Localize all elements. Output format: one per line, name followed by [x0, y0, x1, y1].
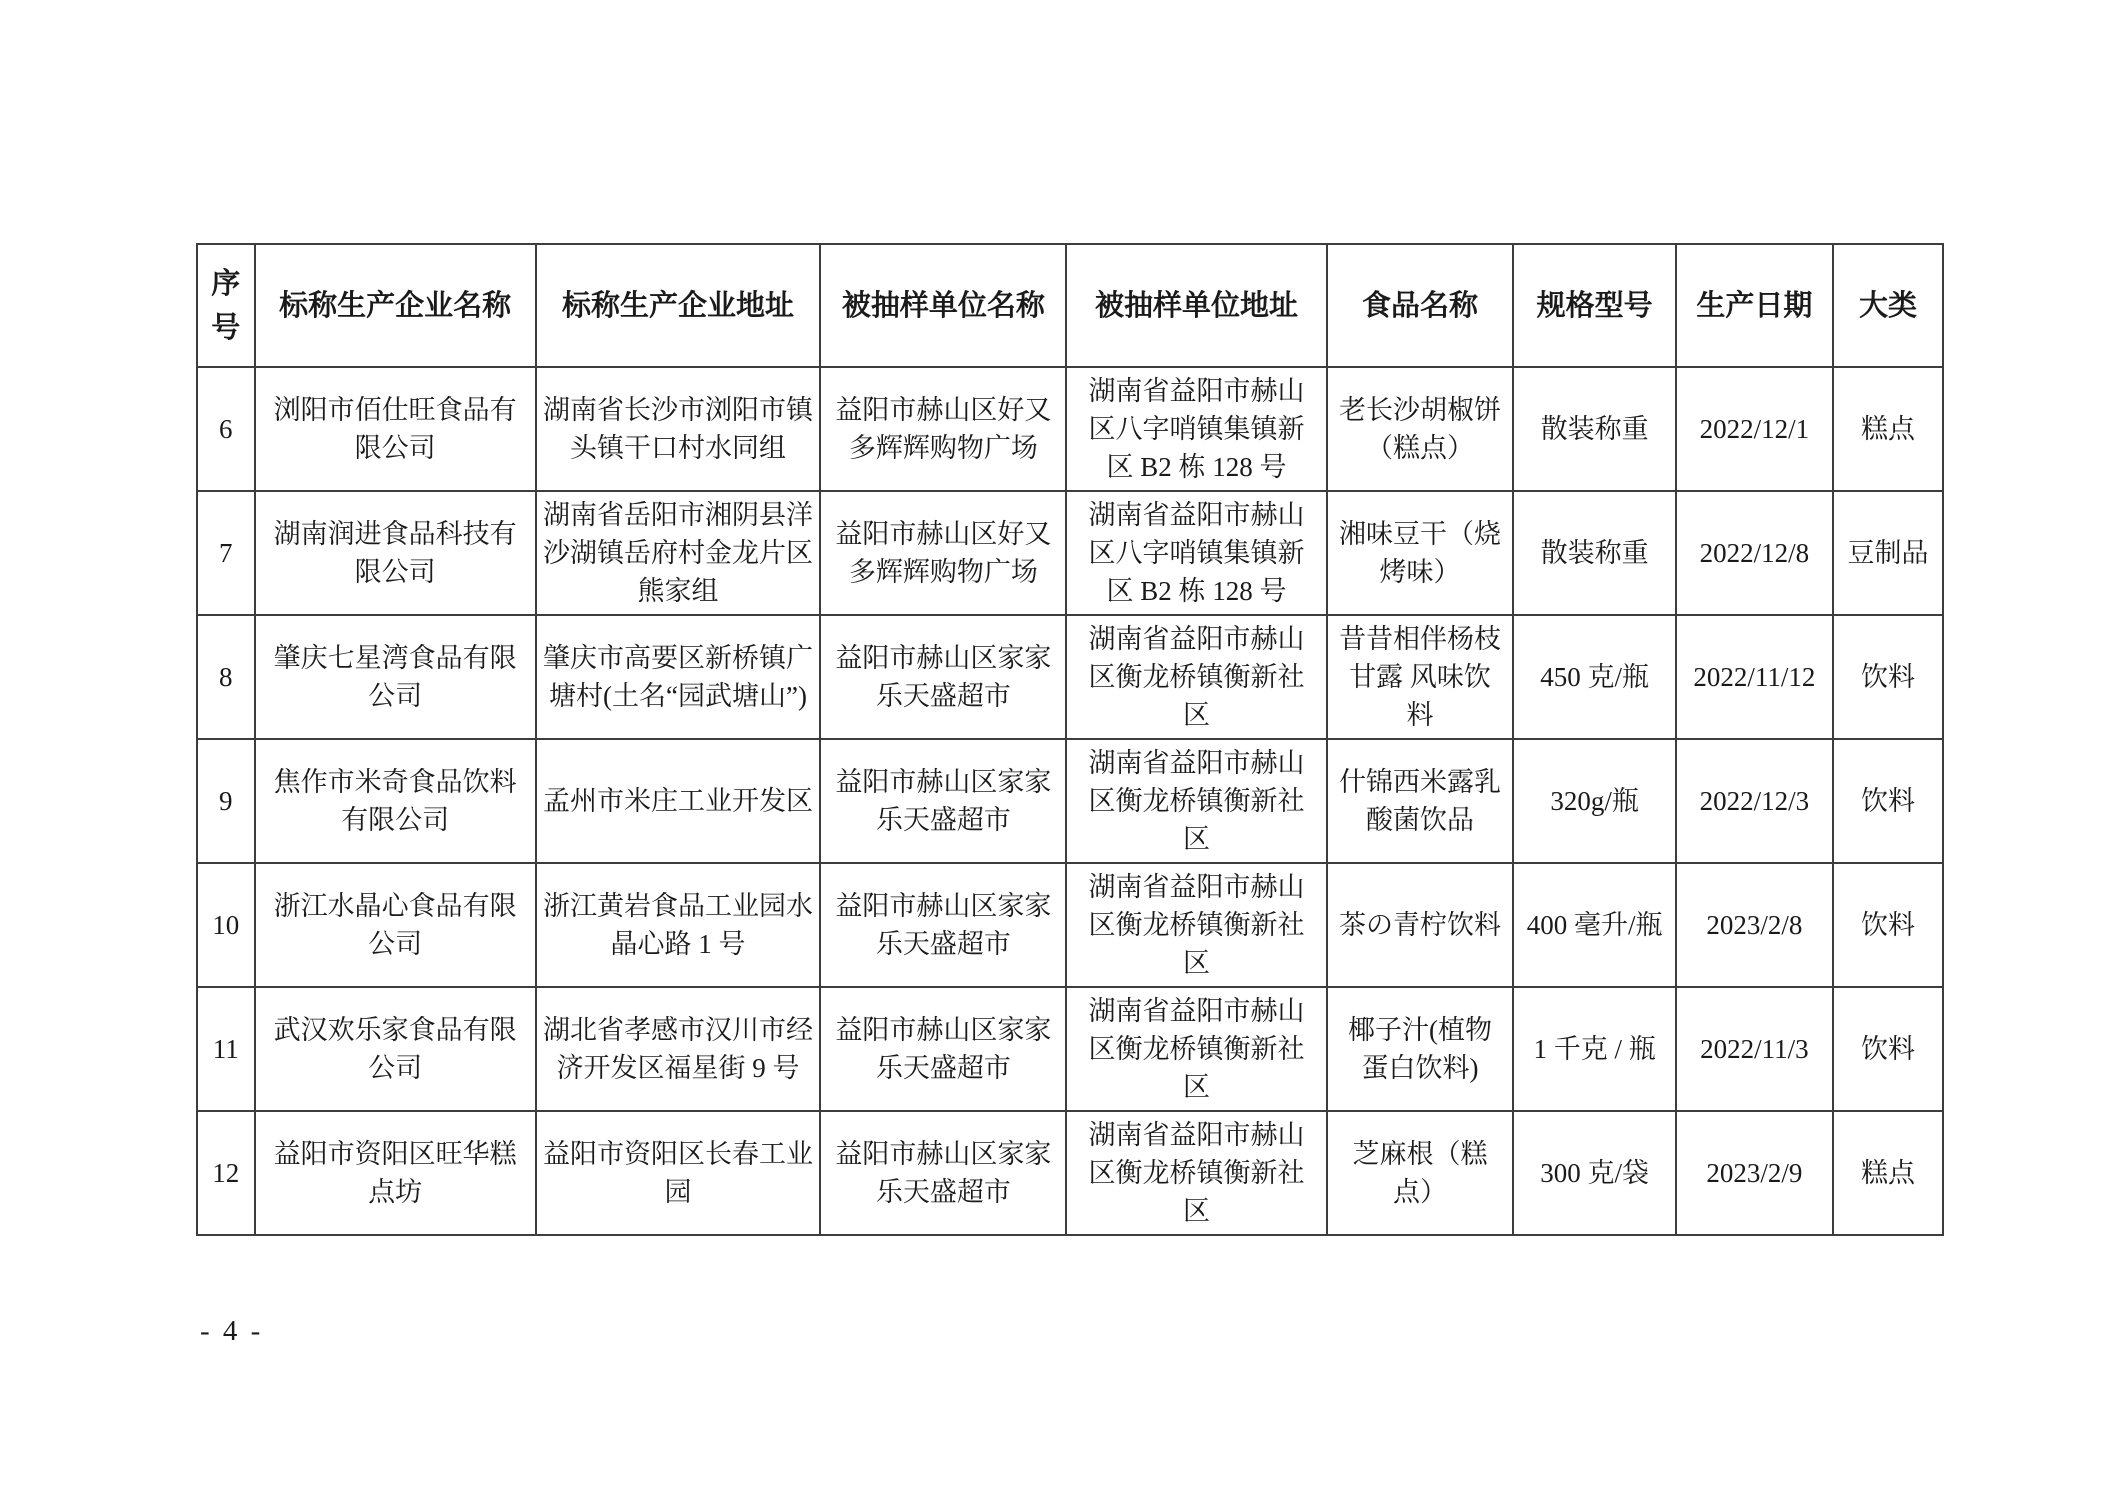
cell-sampled_unit_address: 湖南省益阳市赫山区衡龙桥镇衡新社区	[1066, 987, 1326, 1111]
cell-sampled_unit: 益阳市赫山区家家乐天盛超市	[820, 987, 1066, 1111]
cell-seq: 10	[197, 863, 255, 987]
cell-date: 2022/12/1	[1676, 367, 1833, 491]
cell-category: 糕点	[1833, 367, 1943, 491]
cell-sampled_unit_address: 湖南省益阳市赫山区衡龙桥镇衡新社区	[1066, 615, 1326, 739]
cell-category: 饮料	[1833, 739, 1943, 863]
cell-producer: 焦作市米奇食品饮料有限公司	[255, 739, 536, 863]
table-row	[197, 739, 1943, 863]
cell-producer_address: 浙江黄岩食品工业园水晶心路 1 号	[536, 863, 821, 987]
cell-date: 2022/12/8	[1676, 491, 1833, 615]
column-header-producer_address: 标称生产企业地址	[536, 244, 821, 367]
cell-producer: 湖南润进食品科技有限公司	[255, 491, 536, 615]
cell-sampled_unit: 益阳市赫山区家家乐天盛超市	[820, 739, 1066, 863]
cell-food: 芝麻根（糕点）	[1327, 1111, 1514, 1235]
cell-category: 饮料	[1833, 863, 1943, 987]
cell-date: 2022/11/3	[1676, 987, 1833, 1111]
cell-date: 2023/2/8	[1676, 863, 1833, 987]
cell-food: 什锦西米露乳酸菌饮品	[1327, 739, 1514, 863]
cell-seq: 8	[197, 615, 255, 739]
table-header-row	[197, 244, 1943, 367]
column-header-sampled_unit: 被抽样单位名称	[820, 244, 1066, 367]
cell-category: 饮料	[1833, 615, 1943, 739]
cell-spec: 320g/瓶	[1513, 739, 1675, 863]
page-number: - 4 -	[200, 1315, 264, 1347]
cell-spec: 散装称重	[1513, 491, 1675, 615]
cell-seq: 6	[197, 367, 255, 491]
cell-producer: 浏阳市佰仕旺食品有限公司	[255, 367, 536, 491]
cell-sampled_unit_address: 湖南省益阳市赫山区八字哨镇集镇新区 B2 栋 128 号	[1066, 367, 1326, 491]
table-row	[197, 615, 1943, 739]
table-row	[197, 987, 1943, 1111]
cell-producer_address: 肇庆市高要区新桥镇广塘村(土名“园武塘山”)	[536, 615, 821, 739]
cell-producer: 益阳市资阳区旺华糕点坊	[255, 1111, 536, 1235]
cell-sampled_unit: 益阳市赫山区好又多辉辉购物广场	[820, 491, 1066, 615]
cell-producer_address: 湖南省岳阳市湘阴县洋沙湖镇岳府村金龙片区熊家组	[536, 491, 821, 615]
cell-seq: 7	[197, 491, 255, 615]
table-row	[197, 1111, 1943, 1235]
cell-sampled_unit_address: 湖南省益阳市赫山区衡龙桥镇衡新社区	[1066, 1111, 1326, 1235]
cell-seq: 9	[197, 739, 255, 863]
cell-category: 饮料	[1833, 987, 1943, 1111]
cell-sampled_unit_address: 湖南省益阳市赫山区衡龙桥镇衡新社区	[1066, 863, 1326, 987]
cell-spec: 散装称重	[1513, 367, 1675, 491]
cell-food: 昔昔相伴杨枝甘露 风味饮料	[1327, 615, 1514, 739]
cell-seq: 11	[197, 987, 255, 1111]
cell-sampled_unit: 益阳市赫山区好又多辉辉购物广场	[820, 367, 1066, 491]
column-header-spec: 规格型号	[1513, 244, 1675, 367]
table-body	[197, 367, 1943, 1235]
cell-date: 2023/2/9	[1676, 1111, 1833, 1235]
cell-food: 椰子汁(植物蛋白饮料)	[1327, 987, 1514, 1111]
column-header-date: 生产日期	[1676, 244, 1833, 367]
table-row	[197, 367, 1943, 491]
cell-producer_address: 湖北省孝感市汉川市经济开发区福星街 9 号	[536, 987, 821, 1111]
cell-spec: 1 千克 / 瓶	[1513, 987, 1675, 1111]
cell-producer: 肇庆七星湾食品有限公司	[255, 615, 536, 739]
cell-spec: 300 克/袋	[1513, 1111, 1675, 1235]
cell-sampled_unit_address: 湖南省益阳市赫山区八字哨镇集镇新区 B2 栋 128 号	[1066, 491, 1326, 615]
cell-seq: 12	[197, 1111, 255, 1235]
cell-producer_address: 孟州市米庄工业开发区	[536, 739, 821, 863]
cell-sampled_unit: 益阳市赫山区家家乐天盛超市	[820, 615, 1066, 739]
cell-category: 豆制品	[1833, 491, 1943, 615]
cell-food: 茶の青柠饮料	[1327, 863, 1514, 987]
column-header-sampled_unit_address: 被抽样单位地址	[1066, 244, 1326, 367]
cell-producer_address: 湖南省长沙市浏阳市镇头镇干口村水同组	[536, 367, 821, 491]
column-header-food: 食品名称	[1327, 244, 1514, 367]
cell-producer: 武汉欢乐家食品有限公司	[255, 987, 536, 1111]
column-header-producer: 标称生产企业名称	[255, 244, 536, 367]
cell-producer: 浙江水晶心食品有限公司	[255, 863, 536, 987]
cell-category: 糕点	[1833, 1111, 1943, 1235]
cell-sampled_unit: 益阳市赫山区家家乐天盛超市	[820, 863, 1066, 987]
cell-producer_address: 益阳市资阳区长春工业园	[536, 1111, 821, 1235]
cell-spec: 450 克/瓶	[1513, 615, 1675, 739]
cell-food: 老长沙胡椒饼（糕点）	[1327, 367, 1514, 491]
food-sampling-table	[196, 243, 1944, 1236]
column-header-seq: 序号	[197, 244, 255, 367]
cell-sampled_unit: 益阳市赫山区家家乐天盛超市	[820, 1111, 1066, 1235]
cell-sampled_unit_address: 湖南省益阳市赫山区衡龙桥镇衡新社区	[1066, 739, 1326, 863]
cell-spec: 400 毫升/瓶	[1513, 863, 1675, 987]
cell-food: 湘味豆干（烧烤味）	[1327, 491, 1514, 615]
table-row	[197, 863, 1943, 987]
cell-date: 2022/12/3	[1676, 739, 1833, 863]
column-header-category: 大类	[1833, 244, 1943, 367]
cell-date: 2022/11/12	[1676, 615, 1833, 739]
table-row	[197, 491, 1943, 615]
